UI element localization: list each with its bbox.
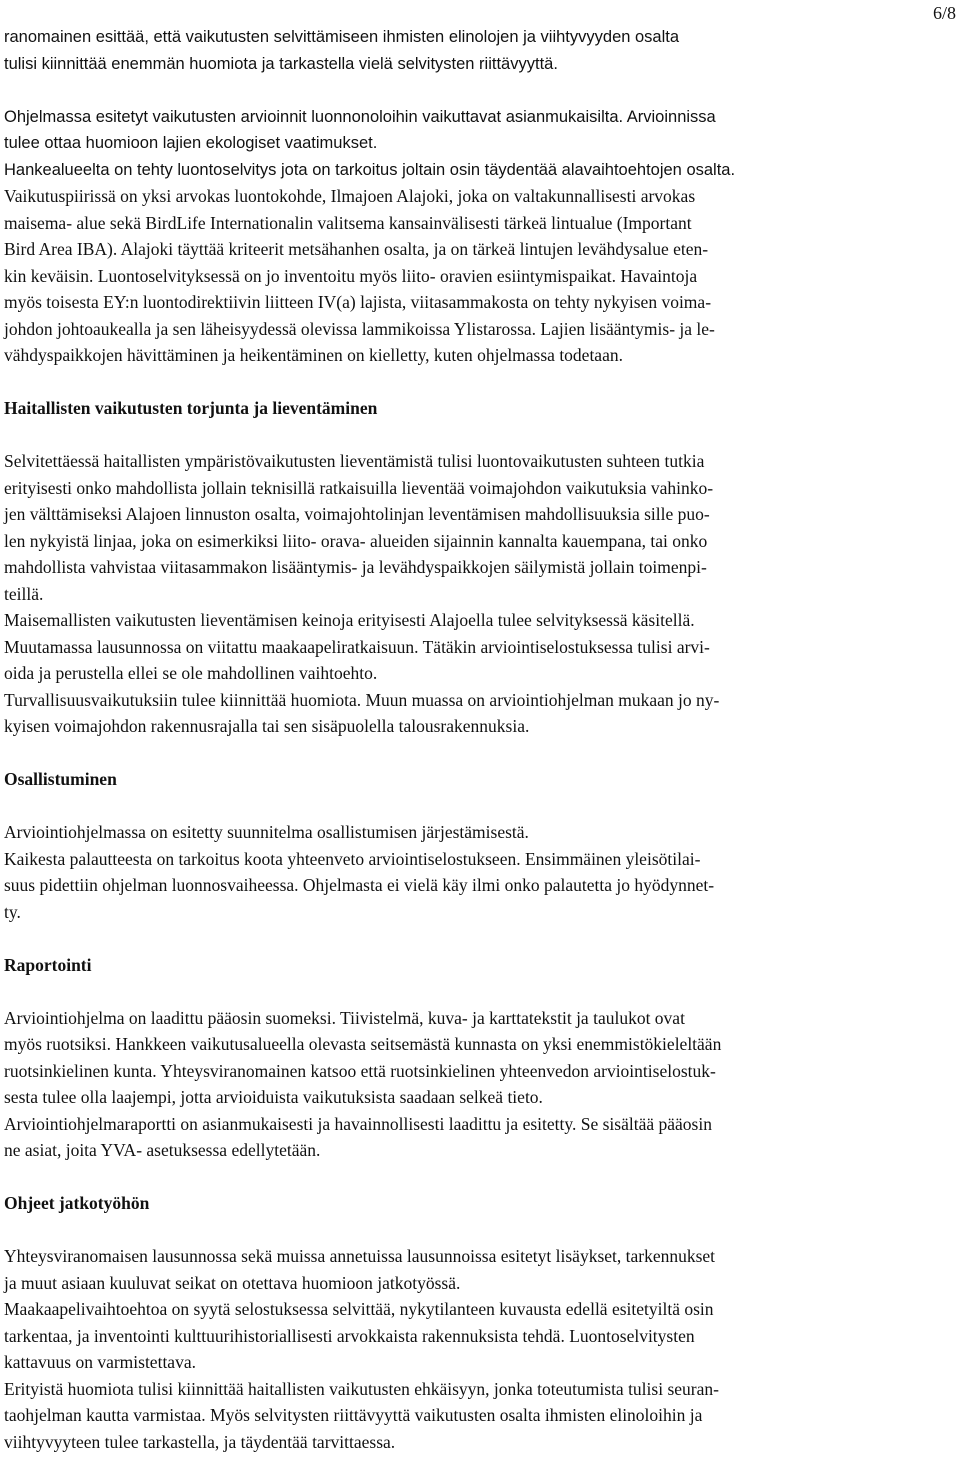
spacer: [4, 925, 956, 952]
intro-line: [4, 77, 956, 104]
section-heading: Ohjeet jatkotyöhön: [4, 1193, 150, 1213]
paragraph-line: mahdollista vahvistaa viitasammakon lisääntymis- ja levähdyspaikkojen säilymistä jollain toimenpi-: [4, 557, 707, 577]
spacer: [4, 740, 956, 767]
intro-line: ranomainen esittää, että vaikutusten selvittämiseen ihmisten elinolojen ja viihtyvyyden osalta: [4, 28, 680, 46]
paragraph-line: teillä.: [4, 583, 44, 604]
intro-line: Vaikutuspiirissä on yksi arvokas luontokohde, Ilmajoen Alajoki, joka on valtakunnallisesti arvokas: [4, 186, 696, 206]
page-number: 6/8: [932, 3, 956, 23]
spacer: [4, 369, 956, 396]
intro-line: tulee ottaa huomioon lajien ekologiset vaatimukset.: [4, 134, 378, 152]
paragraph-line: Maakaapelivaihtoehtoa on syytä selostuksessa selvittää, nykytilanteen kuvausta edellä esitetyiltä osin: [4, 1299, 714, 1319]
section-heading: Osallistuminen: [4, 769, 117, 789]
section-osallistuminen: [4, 766, 956, 925]
paragraph-line: suus pidettiin ohjelman luonnosvaiheessa. Ohjelmasta ei vielä käy ilmi onko palautetta jo hyödynnet-: [4, 875, 715, 895]
intro-line: kin keväisin. Luontoselvityksessä on jo inventoitu myös liito- oravien esiintymispaikat. Havaintoja: [4, 265, 698, 286]
document-body: [4, 24, 956, 1455]
paragraph-line: Selvitettäessä haitallisten ympäristövaikutusten lieventämistä tulisi luontovaikutusten suhteen tutkia: [4, 451, 705, 471]
paragraph-line: erityisesti onko mahdollista jollain teknisillä ratkaisuilla lieventää voimajohdon vaikutuksia vahinko-: [4, 477, 714, 498]
intro-line: Bird Area IBA). Alajoki täyttää kriteerit metsähanhen osalta, ja on tärkeä lintujen levähdysalue eten-: [4, 239, 709, 259]
paragraph-line: ruotsinkielinen kunta. Yhteysviranomainen katsoo että ruotsinkielinen yhteenvedon arviointiselostuk-: [4, 1060, 716, 1081]
intro-line: maisema- alue sekä BirdLife Internationalin valitsema kansainvälisesti tärkeä lintualue (Important: [4, 212, 692, 233]
section-heading: Raportointi: [4, 954, 92, 975]
paragraph-line: viihtyvyyteen tulee tarkastella, ja täydentää tarvittaessa.: [4, 1431, 396, 1452]
intro-line: myös toisesta EY:n luontodirektiivin liitteen IV(a) lajista, viitasammakosta on tehty nykyisen voima-: [4, 292, 712, 312]
paragraph-line: ty.: [4, 901, 21, 922]
intro-line: vähdyspaikkojen hävittäminen ja heikentäminen on kielletty, kuten ohjelmassa todetaan.: [4, 345, 623, 365]
spacer: [4, 1164, 956, 1191]
paragraph-line: jen välttämiseksi Alajoen linnuston osalta, voimajohtolinjan leventämisen mahdollisuuksia sille puo-: [4, 504, 710, 524]
paragraph-line: Muutamassa lausunnossa on viitattu maakaapeliratkaisuun. Tätäkin arviointiselostuksessa tulisi arvi-: [4, 636, 710, 657]
section-ohjeet-jatkotyohon: [4, 1190, 956, 1455]
paragraph-line: len nykyistä linjaa, joka on esimerkiksi liito- orava- alueiden sijainnin kannalta kauempana, tai onko: [4, 530, 708, 551]
paragraph-line: oida ja perustella ellei se ole mahdollinen vaihtoehto.: [4, 663, 378, 683]
paragraph-line: Erityistä huomiota tulisi kiinnittää haitallisten vaikutusten ehkäisyyn, jonka toteutumista tulisi seuran-: [4, 1378, 719, 1399]
spacer: [4, 978, 956, 1005]
spacer: [4, 1217, 956, 1244]
paragraph-line: Yhteysviranomaisen lausunnossa sekä muissa annetuissa lausunnoissa esitetyt lisäykset, tarkennukset: [4, 1246, 716, 1266]
paragraph-line: Arviointiohjelma on laadittu pääosin suomeksi. Tiivistelmä, kuva- ja karttatekstit ja taulukot ovat: [4, 1007, 685, 1028]
section-raportointi: [4, 952, 956, 1164]
paragraph-line: myös ruotsiksi. Hankkeen vaikutusalueella olevasta seitsemästä kunnasta on yksi enemmistökieleltään: [4, 1034, 722, 1054]
section-haitallisten: [4, 395, 956, 740]
intro-line: Hankealueelta on tehty luontoselvitys jota on tarkoitus joltain osin täydentää alavaihtoehtojen osalta.: [4, 160, 736, 179]
paragraph-line: ne asiat, joita YVA- asetuksessa edellytetään.: [4, 1140, 321, 1160]
spacer: [4, 422, 956, 449]
paragraph-line: Maisemallisten vaikutusten lieventämisen keinoja erityisesti Alajoella tulee selvityksessä käsitellä.: [4, 610, 695, 630]
paragraph-line: Arviointiohjelmassa on esitetty suunnitelma osallistumisen järjestämisestä.: [4, 822, 529, 842]
intro-line: Ohjelmassa esitetyt vaikutusten arvioinnit luonnonoloihin vaikuttavat asianmukaisilta. Arvioinnissa: [4, 107, 716, 126]
intro-section: [4, 24, 956, 369]
spacer: [4, 793, 956, 820]
paragraph-line: ja muut asiaan kuuluvat seikat on otettava huomioon jatkotyössä.: [4, 1272, 461, 1293]
paragraph-line: taohjelman kautta varmistaa. Myös selvitysten riittävyyttä vaikutusten osalta ihmisten elinoloihin ja: [4, 1405, 703, 1425]
paragraph-line: Arviointiohjelmaraportti on asianmukaisesti ja havainnollisesti laadittu ja esitetty. Se sisältää pääosin: [4, 1113, 712, 1134]
paragraph-line: Kaikesta palautteesta on tarkoitus koota yhteenveto arviointiselostukseen. Ensimmäinen yleisötilai-: [4, 848, 701, 869]
intro-line: johdon johtoaukealla ja sen läheisyydessä olevissa lammikoissa Ylistarossa. Lajien lisääntymis- ja le-: [4, 318, 715, 339]
intro-line: tulisi kiinnittää enemmän huomiota ja tarkastella vielä selvitysten riittävyyttä.: [4, 54, 558, 73]
paragraph-line: tarkentaa, ja inventointi kulttuurihistoriallisesti arvokkaista rakennuksista tehdä. Luontoselvitysten: [4, 1325, 695, 1346]
paragraph-line: sesta tulee olla laajempi, jotta arvioiduista vaikutuksista saadaan selkeä tieto.: [4, 1087, 543, 1107]
paragraph-line: Turvallisuusvaikutuksiin tulee kiinnittää huomiota. Muun muassa on arviointiohjelman mukaan jo ny-: [4, 689, 720, 710]
paragraph-line: kattavuus on varmistettava.: [4, 1352, 196, 1372]
section-heading: Haitallisten vaikutusten torjunta ja lieventäminen: [4, 398, 378, 418]
paragraph-line: kyisen voimajohdon rakennusrajalla tai sen sisäpuolella talousrakennuksia.: [4, 716, 530, 736]
